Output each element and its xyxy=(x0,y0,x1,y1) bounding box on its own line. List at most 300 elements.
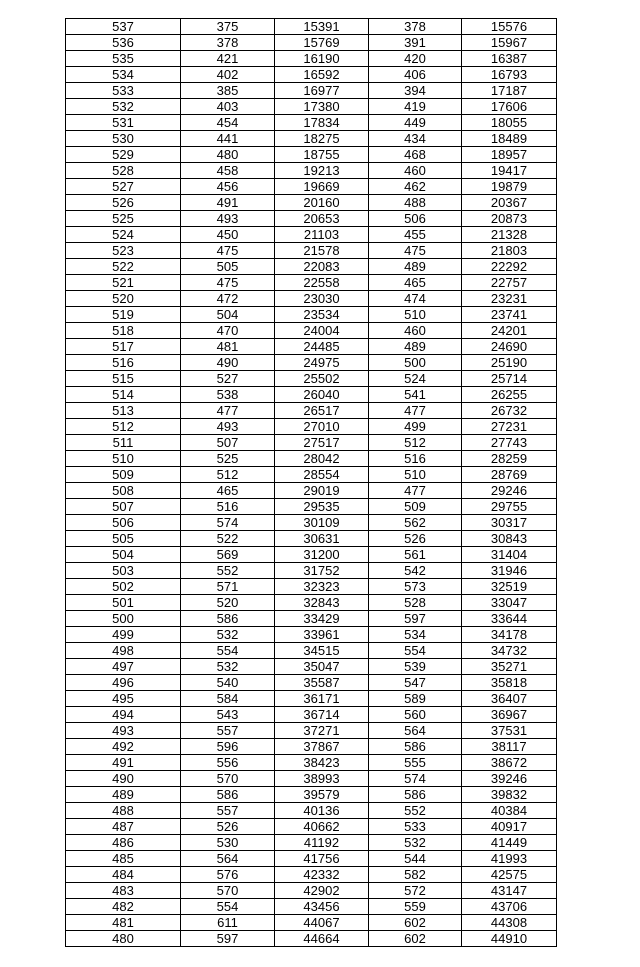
count-cell-2: 589 xyxy=(369,691,462,707)
cumulative-cell: 15769 xyxy=(275,35,369,51)
count-cell: 554 xyxy=(181,899,275,915)
table-row xyxy=(66,467,557,483)
count-cell-2: 378 xyxy=(369,19,462,35)
table-row xyxy=(66,611,557,627)
cumulative-cell: 44067 xyxy=(275,915,369,931)
cumulative-cell: 22083 xyxy=(275,259,369,275)
cumulative-cell-2: 25714 xyxy=(462,371,557,387)
score-cell: 526 xyxy=(66,195,181,211)
score-cell: 483 xyxy=(66,883,181,899)
count-cell: 512 xyxy=(181,467,275,483)
cumulative-cell: 16190 xyxy=(275,51,369,67)
cumulative-cell-2: 28259 xyxy=(462,451,557,467)
table-row xyxy=(66,931,557,947)
score-cell: 505 xyxy=(66,531,181,547)
score-cell: 512 xyxy=(66,419,181,435)
cumulative-cell: 30631 xyxy=(275,531,369,547)
cumulative-cell: 37867 xyxy=(275,739,369,755)
score-cell: 522 xyxy=(66,259,181,275)
cumulative-cell-2: 26732 xyxy=(462,403,557,419)
count-cell: 385 xyxy=(181,83,275,99)
count-cell-2: 460 xyxy=(369,323,462,339)
cumulative-cell: 35047 xyxy=(275,659,369,675)
cumulative-cell: 28042 xyxy=(275,451,369,467)
cumulative-cell-2: 32519 xyxy=(462,579,557,595)
table-row xyxy=(66,227,557,243)
count-cell-2: 455 xyxy=(369,227,462,243)
cumulative-cell: 26040 xyxy=(275,387,369,403)
cumulative-cell-2: 16387 xyxy=(462,51,557,67)
score-cell: 484 xyxy=(66,867,181,883)
score-cell: 527 xyxy=(66,179,181,195)
count-cell-2: 465 xyxy=(369,275,462,291)
table-row xyxy=(66,483,557,499)
cumulative-cell-2: 16793 xyxy=(462,67,557,83)
table-row xyxy=(66,627,557,643)
cumulative-cell-2: 34178 xyxy=(462,627,557,643)
table-row xyxy=(66,259,557,275)
score-cell: 501 xyxy=(66,595,181,611)
cumulative-cell-2: 35818 xyxy=(462,675,557,691)
cumulative-cell: 20160 xyxy=(275,195,369,211)
score-cell: 496 xyxy=(66,675,181,691)
table-row xyxy=(66,323,557,339)
cumulative-cell: 21103 xyxy=(275,227,369,243)
count-cell-2: 406 xyxy=(369,67,462,83)
cumulative-cell: 27517 xyxy=(275,435,369,451)
cumulative-cell: 41192 xyxy=(275,835,369,851)
count-cell-2: 528 xyxy=(369,595,462,611)
cumulative-cell-2: 44910 xyxy=(462,931,557,947)
cumulative-cell-2: 40384 xyxy=(462,803,557,819)
cumulative-cell-2: 20367 xyxy=(462,195,557,211)
cumulative-cell-2: 37531 xyxy=(462,723,557,739)
cumulative-cell-2: 23231 xyxy=(462,291,557,307)
cumulative-cell: 17380 xyxy=(275,99,369,115)
count-cell: 493 xyxy=(181,211,275,227)
count-cell: 527 xyxy=(181,371,275,387)
score-cell: 529 xyxy=(66,147,181,163)
table-row xyxy=(66,659,557,675)
count-cell-2: 541 xyxy=(369,387,462,403)
cumulative-cell-2: 18957 xyxy=(462,147,557,163)
count-cell: 532 xyxy=(181,659,275,675)
count-cell: 465 xyxy=(181,483,275,499)
count-cell: 574 xyxy=(181,515,275,531)
cumulative-cell: 38993 xyxy=(275,771,369,787)
table-row xyxy=(66,131,557,147)
table-row xyxy=(66,147,557,163)
score-cell: 519 xyxy=(66,307,181,323)
score-cell: 534 xyxy=(66,67,181,83)
count-cell-2: 524 xyxy=(369,371,462,387)
score-cell: 507 xyxy=(66,499,181,515)
count-cell: 490 xyxy=(181,355,275,371)
count-cell-2: 462 xyxy=(369,179,462,195)
table-row xyxy=(66,243,557,259)
count-cell: 526 xyxy=(181,819,275,835)
count-cell-2: 449 xyxy=(369,115,462,131)
count-cell: 454 xyxy=(181,115,275,131)
table-row xyxy=(66,867,557,883)
score-cell: 510 xyxy=(66,451,181,467)
count-cell-2: 420 xyxy=(369,51,462,67)
cumulative-cell-2: 33047 xyxy=(462,595,557,611)
count-cell: 586 xyxy=(181,611,275,627)
table-row xyxy=(66,499,557,515)
count-cell-2: 544 xyxy=(369,851,462,867)
cumulative-cell-2: 39832 xyxy=(462,787,557,803)
count-cell-2: 506 xyxy=(369,211,462,227)
score-cell: 481 xyxy=(66,915,181,931)
table-row xyxy=(66,307,557,323)
table-row xyxy=(66,755,557,771)
cumulative-cell-2: 36967 xyxy=(462,707,557,723)
count-cell-2: 597 xyxy=(369,611,462,627)
score-cell: 480 xyxy=(66,931,181,947)
cumulative-cell-2: 18489 xyxy=(462,131,557,147)
count-cell: 456 xyxy=(181,179,275,195)
score-cell: 482 xyxy=(66,899,181,915)
cumulative-cell-2: 42575 xyxy=(462,867,557,883)
cumulative-cell-2: 34732 xyxy=(462,643,557,659)
count-cell-2: 534 xyxy=(369,627,462,643)
cumulative-cell: 39579 xyxy=(275,787,369,803)
count-cell: 475 xyxy=(181,275,275,291)
table-row xyxy=(66,387,557,403)
score-cell: 524 xyxy=(66,227,181,243)
score-cell: 500 xyxy=(66,611,181,627)
cumulative-cell: 32323 xyxy=(275,579,369,595)
count-cell-2: 555 xyxy=(369,755,462,771)
count-cell-2: 512 xyxy=(369,435,462,451)
table-row xyxy=(66,275,557,291)
cumulative-cell: 27010 xyxy=(275,419,369,435)
count-cell-2: 391 xyxy=(369,35,462,51)
cumulative-cell-2: 44308 xyxy=(462,915,557,931)
table-row xyxy=(66,531,557,547)
count-cell-2: 560 xyxy=(369,707,462,723)
score-cell: 535 xyxy=(66,51,181,67)
table-row xyxy=(66,899,557,915)
cumulative-cell-2: 43147 xyxy=(462,883,557,899)
cumulative-cell: 21578 xyxy=(275,243,369,259)
cumulative-cell-2: 26255 xyxy=(462,387,557,403)
score-cell: 494 xyxy=(66,707,181,723)
cumulative-cell: 32843 xyxy=(275,595,369,611)
cumulative-cell: 40136 xyxy=(275,803,369,819)
score-cell: 533 xyxy=(66,83,181,99)
count-cell: 570 xyxy=(181,883,275,899)
cumulative-cell-2: 22292 xyxy=(462,259,557,275)
cumulative-cell-2: 33644 xyxy=(462,611,557,627)
cumulative-cell: 29535 xyxy=(275,499,369,515)
count-cell-2: 532 xyxy=(369,835,462,851)
score-cell: 509 xyxy=(66,467,181,483)
count-cell-2: 561 xyxy=(369,547,462,563)
count-cell-2: 547 xyxy=(369,675,462,691)
table-row xyxy=(66,339,557,355)
count-cell-2: 488 xyxy=(369,195,462,211)
score-cell: 491 xyxy=(66,755,181,771)
score-cell: 504 xyxy=(66,547,181,563)
table-row xyxy=(66,643,557,659)
score-cell: 537 xyxy=(66,19,181,35)
cumulative-cell: 43456 xyxy=(275,899,369,915)
cumulative-cell: 19213 xyxy=(275,163,369,179)
score-cell: 492 xyxy=(66,739,181,755)
count-cell-2: 602 xyxy=(369,915,462,931)
count-cell: 611 xyxy=(181,915,275,931)
cumulative-cell-2: 17187 xyxy=(462,83,557,99)
count-cell-2: 489 xyxy=(369,259,462,275)
count-cell: 505 xyxy=(181,259,275,275)
cumulative-cell-2: 41449 xyxy=(462,835,557,851)
count-cell: 557 xyxy=(181,803,275,819)
cumulative-cell: 35587 xyxy=(275,675,369,691)
table-row xyxy=(66,451,557,467)
score-cell: 485 xyxy=(66,851,181,867)
count-cell: 472 xyxy=(181,291,275,307)
cumulative-cell-2: 20873 xyxy=(462,211,557,227)
table-row xyxy=(66,819,557,835)
count-cell-2: 509 xyxy=(369,499,462,515)
count-cell-2: 477 xyxy=(369,483,462,499)
cumulative-cell: 18755 xyxy=(275,147,369,163)
cumulative-cell-2: 35271 xyxy=(462,659,557,675)
cumulative-cell-2: 38117 xyxy=(462,739,557,755)
cumulative-cell: 30109 xyxy=(275,515,369,531)
count-cell: 477 xyxy=(181,403,275,419)
count-cell-2: 533 xyxy=(369,819,462,835)
count-cell: 552 xyxy=(181,563,275,579)
score-cell: 511 xyxy=(66,435,181,451)
count-cell-2: 586 xyxy=(369,739,462,755)
score-distribution-table xyxy=(65,18,557,947)
count-cell-2: 574 xyxy=(369,771,462,787)
cumulative-cell-2: 30317 xyxy=(462,515,557,531)
count-cell: 375 xyxy=(181,19,275,35)
count-cell: 576 xyxy=(181,867,275,883)
cumulative-cell: 34515 xyxy=(275,643,369,659)
cumulative-cell-2: 21803 xyxy=(462,243,557,259)
table-row xyxy=(66,83,557,99)
count-cell: 507 xyxy=(181,435,275,451)
score-cell: 497 xyxy=(66,659,181,675)
count-cell: 596 xyxy=(181,739,275,755)
score-cell: 487 xyxy=(66,819,181,835)
score-cell: 531 xyxy=(66,115,181,131)
cumulative-cell-2: 19417 xyxy=(462,163,557,179)
cumulative-cell-2: 24201 xyxy=(462,323,557,339)
score-cell: 508 xyxy=(66,483,181,499)
count-cell-2: 475 xyxy=(369,243,462,259)
count-cell: 571 xyxy=(181,579,275,595)
count-cell-2: 526 xyxy=(369,531,462,547)
score-cell: 530 xyxy=(66,131,181,147)
count-cell: 540 xyxy=(181,675,275,691)
cumulative-cell-2: 25190 xyxy=(462,355,557,371)
cumulative-cell: 38423 xyxy=(275,755,369,771)
count-cell: 480 xyxy=(181,147,275,163)
score-cell: 493 xyxy=(66,723,181,739)
table-row xyxy=(66,883,557,899)
cumulative-cell-2: 36407 xyxy=(462,691,557,707)
count-cell: 532 xyxy=(181,627,275,643)
table-row xyxy=(66,915,557,931)
cumulative-cell-2: 30843 xyxy=(462,531,557,547)
table-row xyxy=(66,99,557,115)
score-cell: 518 xyxy=(66,323,181,339)
cumulative-cell: 24004 xyxy=(275,323,369,339)
count-cell-2: 564 xyxy=(369,723,462,739)
table-row xyxy=(66,691,557,707)
score-cell: 499 xyxy=(66,627,181,643)
table-row xyxy=(66,19,557,35)
cumulative-cell: 24975 xyxy=(275,355,369,371)
score-cell: 503 xyxy=(66,563,181,579)
count-cell: 491 xyxy=(181,195,275,211)
score-cell: 520 xyxy=(66,291,181,307)
count-cell: 554 xyxy=(181,643,275,659)
score-cell: 486 xyxy=(66,835,181,851)
cumulative-cell: 44664 xyxy=(275,931,369,947)
table-row xyxy=(66,51,557,67)
table-row xyxy=(66,707,557,723)
table-row xyxy=(66,835,557,851)
count-cell-2: 489 xyxy=(369,339,462,355)
count-cell: 493 xyxy=(181,419,275,435)
count-cell-2: 477 xyxy=(369,403,462,419)
cumulative-cell: 20653 xyxy=(275,211,369,227)
count-cell-2: 559 xyxy=(369,899,462,915)
cumulative-cell-2: 29246 xyxy=(462,483,557,499)
cumulative-cell-2: 27231 xyxy=(462,419,557,435)
cumulative-cell: 42902 xyxy=(275,883,369,899)
score-cell: 488 xyxy=(66,803,181,819)
score-cell: 521 xyxy=(66,275,181,291)
table-row xyxy=(66,35,557,51)
table-row xyxy=(66,195,557,211)
count-cell: 441 xyxy=(181,131,275,147)
score-cell: 506 xyxy=(66,515,181,531)
cumulative-cell: 29019 xyxy=(275,483,369,499)
table-row xyxy=(66,355,557,371)
table-row xyxy=(66,803,557,819)
cumulative-cell-2: 31404 xyxy=(462,547,557,563)
cumulative-cell: 31200 xyxy=(275,547,369,563)
cumulative-cell: 15391 xyxy=(275,19,369,35)
table-row xyxy=(66,179,557,195)
table-row xyxy=(66,211,557,227)
cumulative-cell-2: 39246 xyxy=(462,771,557,787)
cumulative-cell-2: 17606 xyxy=(462,99,557,115)
cumulative-cell: 36714 xyxy=(275,707,369,723)
cumulative-cell-2: 41993 xyxy=(462,851,557,867)
count-cell-2: 572 xyxy=(369,883,462,899)
table-row xyxy=(66,771,557,787)
count-cell-2: 500 xyxy=(369,355,462,371)
cumulative-cell: 16977 xyxy=(275,83,369,99)
cumulative-cell-2: 29755 xyxy=(462,499,557,515)
count-cell: 586 xyxy=(181,787,275,803)
cumulative-cell-2: 28769 xyxy=(462,467,557,483)
score-cell: 528 xyxy=(66,163,181,179)
cumulative-cell-2: 24690 xyxy=(462,339,557,355)
cumulative-cell: 26517 xyxy=(275,403,369,419)
score-cell: 514 xyxy=(66,387,181,403)
count-cell: 543 xyxy=(181,707,275,723)
table-row xyxy=(66,163,557,179)
cumulative-cell-2: 43706 xyxy=(462,899,557,915)
cumulative-cell: 33429 xyxy=(275,611,369,627)
score-cell: 502 xyxy=(66,579,181,595)
count-cell-2: 539 xyxy=(369,659,462,675)
table-row xyxy=(66,115,557,131)
table-row xyxy=(66,851,557,867)
cumulative-cell: 28554 xyxy=(275,467,369,483)
table-row xyxy=(66,563,557,579)
cumulative-cell-2: 15967 xyxy=(462,35,557,51)
score-cell: 516 xyxy=(66,355,181,371)
score-cell: 532 xyxy=(66,99,181,115)
cumulative-cell: 24485 xyxy=(275,339,369,355)
table-row xyxy=(66,675,557,691)
score-cell: 536 xyxy=(66,35,181,51)
table-row xyxy=(66,547,557,563)
table-row xyxy=(66,787,557,803)
count-cell: 522 xyxy=(181,531,275,547)
count-cell: 475 xyxy=(181,243,275,259)
cumulative-cell: 33961 xyxy=(275,627,369,643)
table-row xyxy=(66,419,557,435)
count-cell: 538 xyxy=(181,387,275,403)
table-row xyxy=(66,595,557,611)
cumulative-cell-2: 21328 xyxy=(462,227,557,243)
cumulative-cell: 22558 xyxy=(275,275,369,291)
count-cell: 564 xyxy=(181,851,275,867)
count-cell: 470 xyxy=(181,323,275,339)
score-cell: 495 xyxy=(66,691,181,707)
count-cell-2: 394 xyxy=(369,83,462,99)
table-row xyxy=(66,435,557,451)
count-cell-2: 499 xyxy=(369,419,462,435)
count-cell-2: 468 xyxy=(369,147,462,163)
cumulative-cell: 18275 xyxy=(275,131,369,147)
cumulative-cell-2: 19879 xyxy=(462,179,557,195)
cumulative-cell: 40662 xyxy=(275,819,369,835)
count-cell-2: 602 xyxy=(369,931,462,947)
score-cell: 489 xyxy=(66,787,181,803)
count-cell-2: 516 xyxy=(369,451,462,467)
table-row xyxy=(66,371,557,387)
count-cell-2: 460 xyxy=(369,163,462,179)
cumulative-cell-2: 18055 xyxy=(462,115,557,131)
count-cell-2: 562 xyxy=(369,515,462,531)
cumulative-cell-2: 38672 xyxy=(462,755,557,771)
count-cell-2: 510 xyxy=(369,467,462,483)
count-cell-2: 434 xyxy=(369,131,462,147)
count-cell: 421 xyxy=(181,51,275,67)
count-cell-2: 582 xyxy=(369,867,462,883)
count-cell: 584 xyxy=(181,691,275,707)
cumulative-cell: 41756 xyxy=(275,851,369,867)
cumulative-cell-2: 15576 xyxy=(462,19,557,35)
count-cell: 530 xyxy=(181,835,275,851)
count-cell-2: 542 xyxy=(369,563,462,579)
table-row xyxy=(66,579,557,595)
table-row xyxy=(66,291,557,307)
